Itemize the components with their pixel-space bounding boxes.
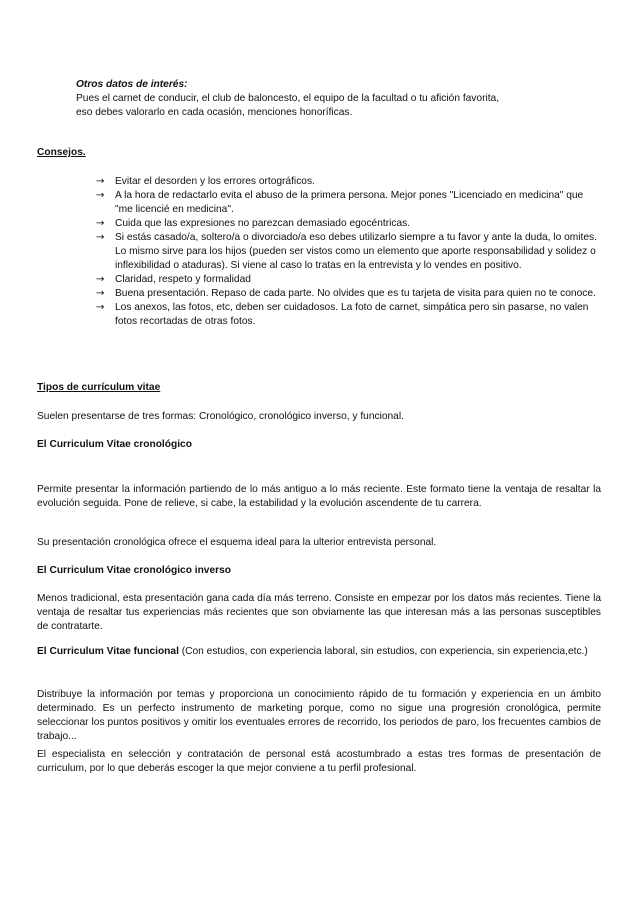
right-arrow-icon: →: [96, 288, 105, 299]
funcional-subtitle: (Con estudios, con experiencia laboral, sin estudios, con experiencia, sin experiencia,etc.): [178, 646, 588, 657]
inverso-paragraph: Menos tradicional, esta presentación gana cada día más terreno. Consiste en empezar por los datos más recientes. Tiene la ventaja de resaltar tus experiencias más recientes que son obviamente las que interesan más a las personas susceptibles de contratarte.: [37, 593, 601, 632]
inverso-heading: El Curriculum Vitae cronológico inverso: [37, 565, 231, 576]
list-item: [96, 189, 601, 217]
list-item: [96, 217, 601, 231]
list-item: [96, 175, 601, 189]
right-arrow-icon: →: [96, 232, 105, 243]
list-item: [96, 231, 601, 273]
cronologico-paragraph-2: Su presentación cronológica ofrece el esquema ideal para la ulterior entrevista personal.: [37, 537, 437, 548]
advice-text: Los anexos, las fotos, etc, deben ser cuidadosos. La foto de carnet, simpática pero sin pasarse, no valen fotos recortadas de otras fotos.: [115, 302, 589, 327]
right-arrow-icon: →: [96, 190, 105, 201]
list-item: [96, 273, 601, 287]
cronologico-paragraph-1: Permite presentar la información partiendo de lo más antiguo a lo más reciente. Este formato tiene la ventaja de resaltar la evolución seguida. Pone de relieve, si cabe, la estabilidad y la evolución ascendente de tu carrera.: [37, 484, 601, 509]
interest-line-2: eso debes valorarlo en cada ocasión, menciones honoríficas.: [76, 107, 353, 118]
interest-section: [76, 78, 611, 120]
advice-text: Buena presentación. Repaso de cada parte. No olvides que es tu tarjeta de visita para quien no te conoce.: [115, 288, 596, 299]
list-item: [96, 287, 601, 301]
tipos-heading: Tipos de currículum vitae: [37, 382, 161, 393]
funcional-paragraph-2: El especialista en selección y contratación de personal está acostumbrado a estas tres formas de presentación de curriculum, por lo que deberás escoger la que mejor conviene a tu perfil profesional.: [37, 749, 601, 774]
funcional-heading: El Curriculum Vitae funcional: [37, 646, 179, 657]
advice-text: Si estás casado/a, soltero/a o divorciado/a eso debes utilizarlo siempre a tu favor y ante la duda, lo omites. Lo mismo sirve para los hijos (pueden ser vistos como un elemento que aporte responsabilidad y solidez o inflexibilidad o ataduras). Si viene al caso lo tratas en la entrevista y lo vendes en positivo.: [115, 232, 597, 271]
interest-title: Otros datos de interés:: [76, 79, 188, 90]
consejos-heading: Consejos.: [37, 147, 86, 158]
right-arrow-icon: →: [96, 176, 105, 187]
right-arrow-icon: →: [96, 274, 105, 285]
advice-text: Claridad, respeto y formalidad: [115, 274, 251, 285]
advice-text: Evitar el desorden y los errores ortográficos.: [115, 176, 315, 187]
advice-text: A la hora de redactarlo evita el abuso de la primera persona. Mejor pones "Licenciado en medicina" que "me licencié en medicina".: [115, 190, 584, 215]
right-arrow-icon: →: [96, 302, 105, 313]
interest-line-1: Pues el carnet de conducir, el club de baloncesto, el equipo de la facultad o tu afición favorita,: [76, 93, 500, 104]
funcional-heading-block: [37, 645, 601, 659]
advice-text: Cuida que las expresiones no parezcan demasiado egocéntricas.: [115, 218, 411, 229]
funcional-paragraph-1: Distribuye la información por temas y proporciona un conocimiento rápido de tu formación y experiencia en un ámbito determinado. Es un perfecto instrumento de marketing porque, como no sigue una progresión cronológica, permite seleccionar los puntos positivos y omitir los eventuales errores de recorrido, los periodos de paro, los frecuentes cambios de trabajo...: [37, 689, 601, 742]
right-arrow-icon: →: [96, 218, 105, 229]
advice-list: [96, 175, 601, 329]
tipos-intro: Suelen presentarse de tres formas: Cronológico, cronológico inverso, y funcional.: [37, 411, 404, 422]
list-item: [96, 301, 601, 329]
cronologico-heading: El Curriculum Vitae cronológico: [37, 439, 192, 450]
